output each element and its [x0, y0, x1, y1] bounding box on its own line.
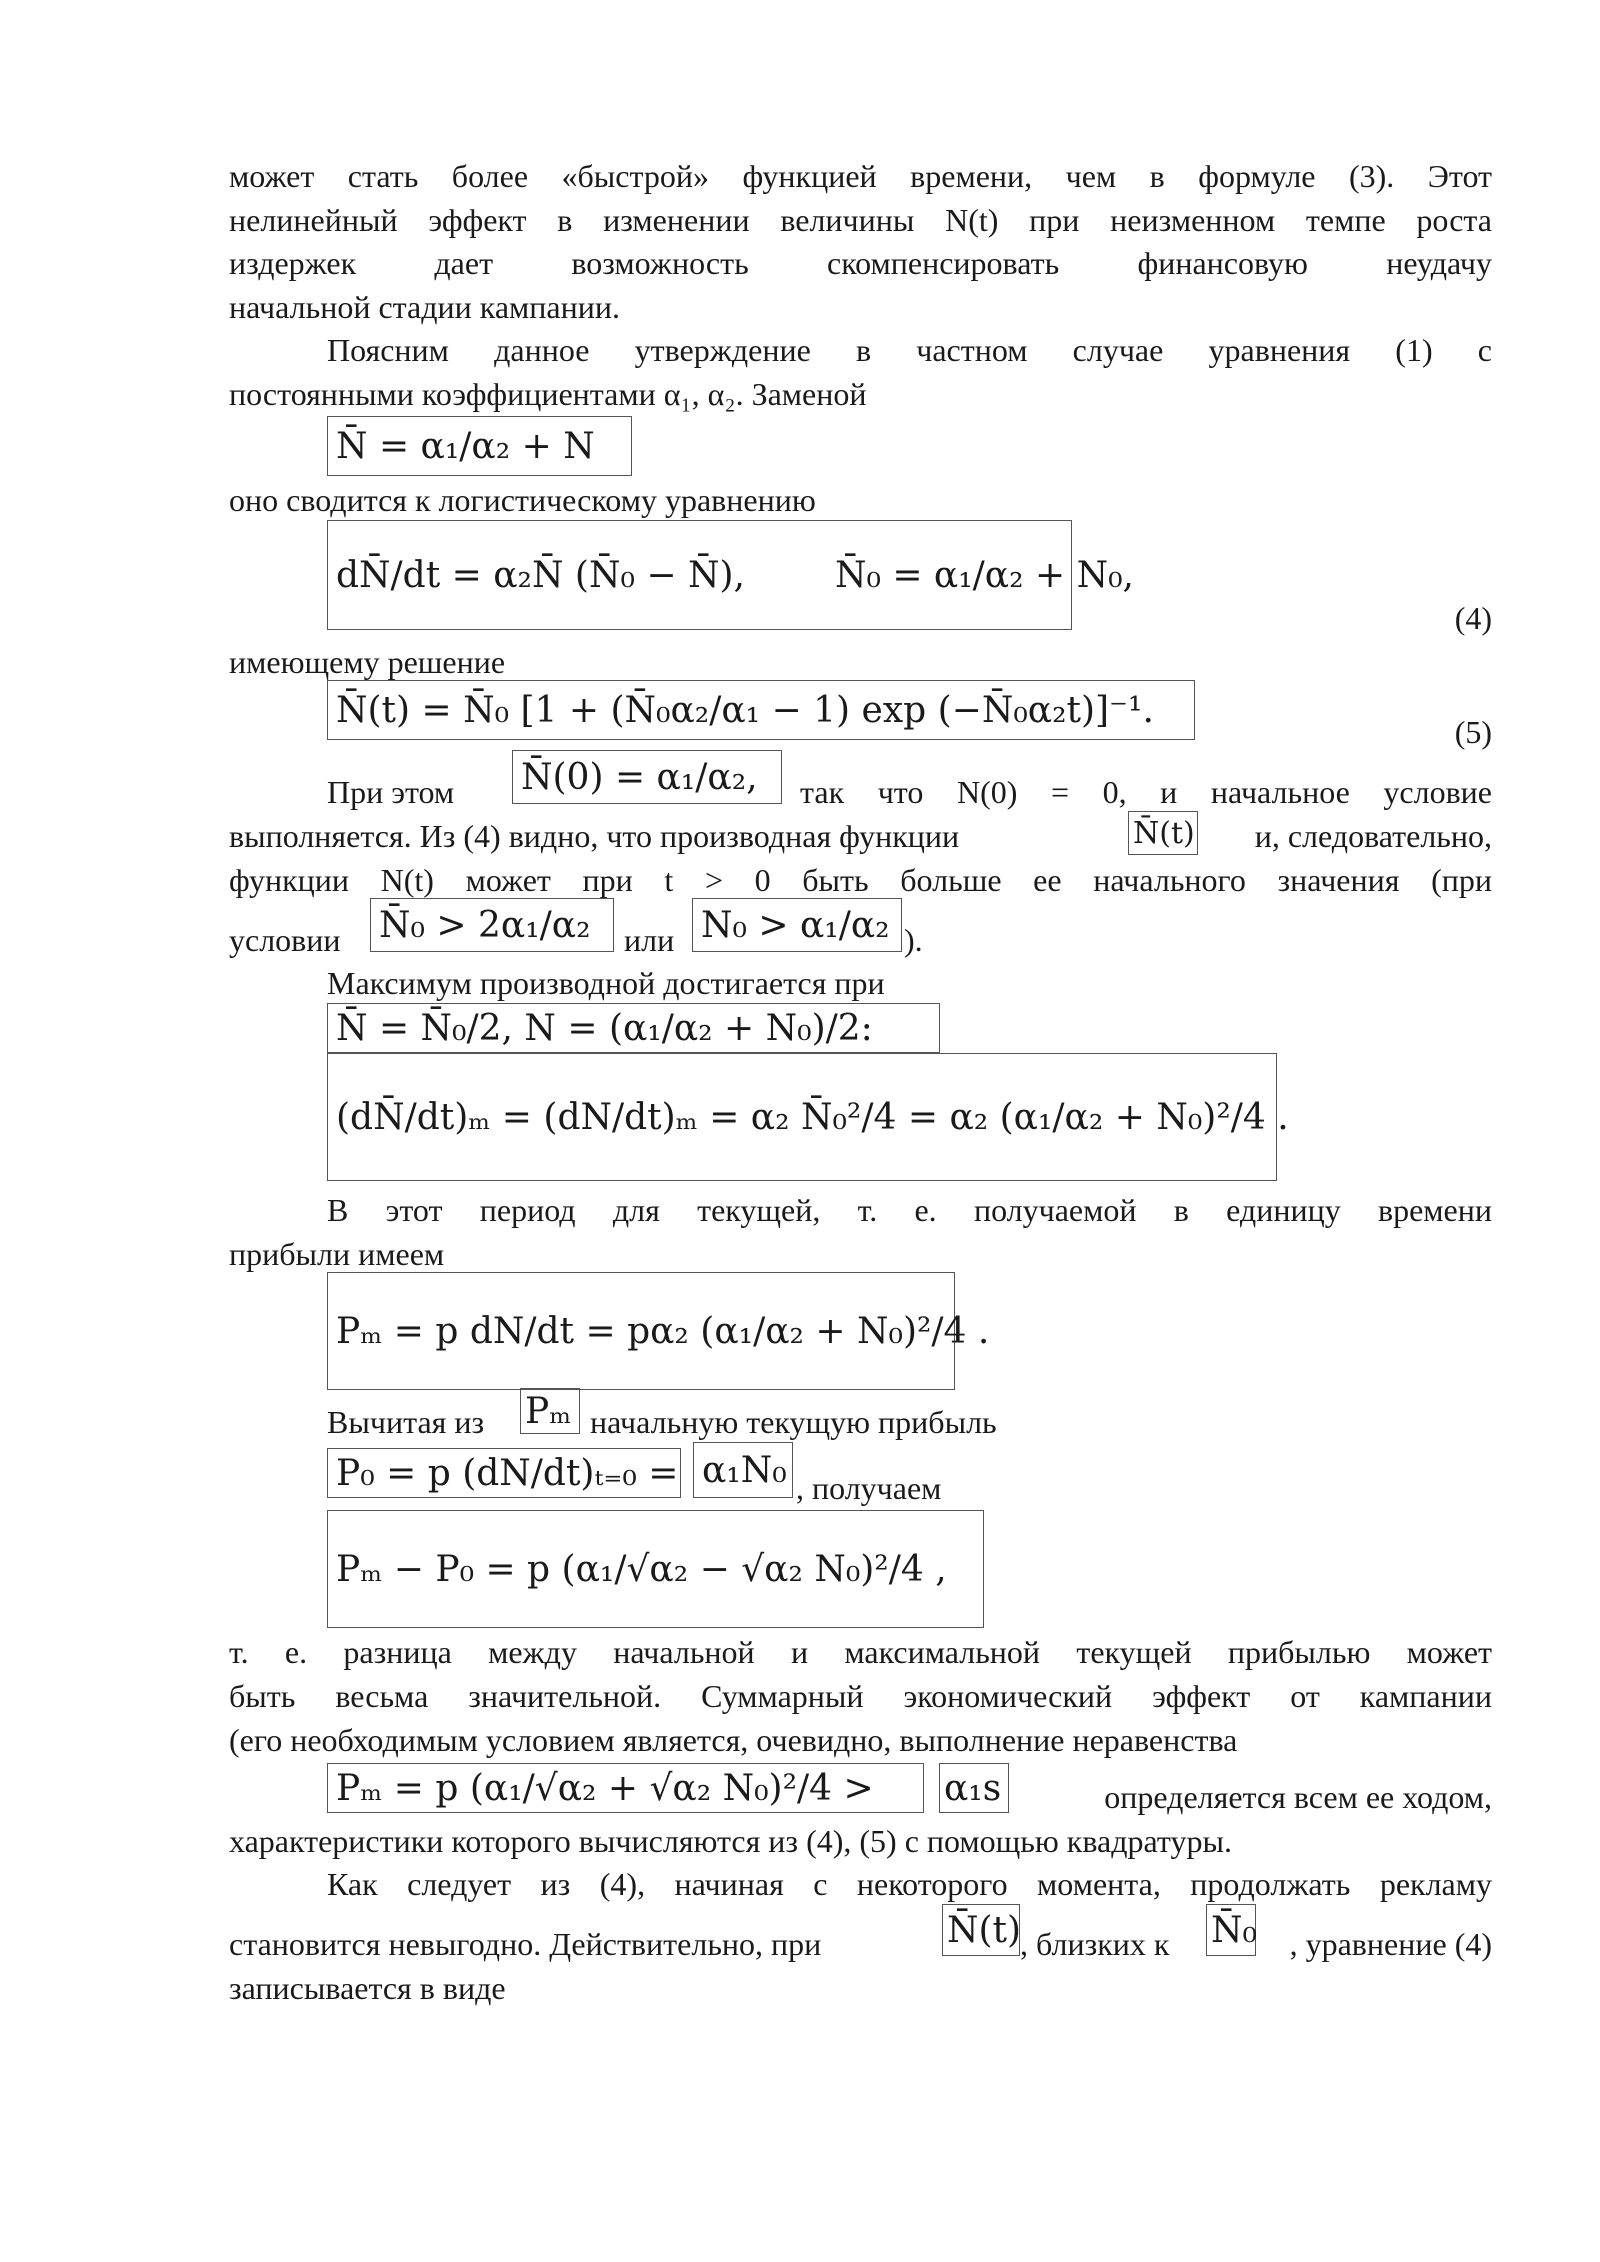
- text-line: имеющему решение: [229, 644, 506, 680]
- text-line: При этом: [327, 774, 455, 810]
- profit-difference-formula: Pₘ − P₀ = p (α₁/√α₂ − √α₂ N₀)²/4 ,: [327, 1510, 984, 1628]
- profit-formula: Pₘ = p dN/dt = pα₂ (α₁/α₂ + N₀)²/4 .: [327, 1272, 955, 1390]
- text-line: определяется всем ее ходом,: [1104, 1779, 1492, 1815]
- inline-math: N̄₀ > 2α₁/α₂: [370, 898, 614, 952]
- text-line: Как следует из (4), начиная с некоторого момента, продолжать рекламу: [327, 1866, 1492, 1902]
- text-line: выполняется. Из (4) видно, что производная функции: [229, 818, 960, 854]
- inline-math: N̄(t): [1128, 811, 1198, 855]
- logistic-solution: N̄(t) = N̄₀ [1 + (N̄₀α₂/α₁ − 1) exp (−N̄₀α₂t)]⁻¹.: [327, 680, 1195, 740]
- inline-math: α₁s: [939, 1763, 1009, 1813]
- text-line: функции N(t) может при t > 0 быть больше ее начального значения (при: [229, 862, 1492, 898]
- substitution-formula: N̄ = α₁/α₂ + N: [327, 416, 632, 476]
- text-line: начальную текущую прибыль: [590, 1404, 997, 1440]
- logistic-equation: [327, 520, 1134, 630]
- text-line: , близких к: [1020, 1926, 1170, 1962]
- equation-number: (5): [1454, 714, 1492, 750]
- text-line: начальной стадии кампании.: [229, 289, 620, 325]
- text-line: становится невыгодно. Действительно, при: [229, 1926, 822, 1962]
- text-line: , уравнение (4): [1289, 1926, 1492, 1962]
- logistic-equation-left: dN̄/dt = α₂N̄ (N̄₀ − N̄),: [336, 554, 745, 596]
- text-line: (его необходимым условием является, очевидно, выполнение неравенства: [229, 1722, 1238, 1758]
- inline-math: N₀ > α₁/α₂: [692, 898, 902, 952]
- inline-math: N̄(t): [942, 1904, 1020, 1956]
- inline-math: α₁N₀: [693, 1442, 793, 1498]
- inequality-formula: Pₘ = p (α₁/√α₂ + √α₂ N₀)²/4 >: [327, 1763, 924, 1813]
- text-line: В этот период для текущей, т. е. получаемой в единицу времени: [327, 1192, 1492, 1228]
- inline-math: N̄₀: [1206, 1904, 1256, 1956]
- text-line: издержек дает возможность скомпенсировать финансовую неудачу: [229, 245, 1492, 281]
- max-condition: N̄ = N̄₀/2, N = (α₁/α₂ + N₀)/2:: [327, 1003, 940, 1053]
- text-line: ).: [904, 922, 923, 958]
- equation-number: (4): [1454, 600, 1492, 636]
- text-line: быть весьма значительной. Суммарный экономический эффект от кампании: [229, 1678, 1492, 1714]
- initial-profit-formula: P₀ = p (dN/dt)ₜ₌₀ =: [327, 1448, 681, 1498]
- text-line: прибыли имеем: [229, 1236, 445, 1272]
- text-line: оно сводится к логистическому уравнению: [229, 482, 816, 518]
- text-line: характеристики которого вычисляются из (4), (5) с помощью квадратуры.: [229, 1823, 1232, 1859]
- text-line: т. е. разница между начальной и максимальной текущей прибылью может: [229, 1634, 1492, 1670]
- text-line: , получаем: [796, 1470, 942, 1506]
- text-line: или: [624, 922, 675, 958]
- text-line: может стать более «быстрой» функцией времени, чем в формуле (3). Этот: [229, 158, 1492, 194]
- text-line: условии: [229, 922, 341, 958]
- text-line: записывается в виде: [229, 1970, 506, 2006]
- text-line: и, следовательно,: [1254, 818, 1492, 854]
- text-line: постоянными коэффициентами α₁, α₂. Заменой: [229, 376, 867, 412]
- text-line: так что N(0) = 0, и начальное условие: [800, 774, 1492, 810]
- max-derivative-formula: (dN̄/dt)ₘ = (dN/dt)ₘ = α₂ N̄₀²/4 = α₂ (α₁/α₂ + N₀)²/4 .: [327, 1053, 1277, 1181]
- text-line: Максимум производной достигается при: [327, 965, 885, 1001]
- text-line: нелинейный эффект в изменении величины N(t) при неизменном темпе роста: [229, 202, 1492, 238]
- initial-condition: N̄(0) = α₁/α₂,: [512, 750, 782, 804]
- logistic-equation-right: N̄₀ = α₁/α₂ + N₀,: [834, 554, 1134, 596]
- text-line: Вычитая из: [327, 1404, 485, 1440]
- inline-math: Pₘ: [520, 1388, 580, 1434]
- text-line: Поясним данное утверждение в частном случае уравнения (1) с: [327, 332, 1492, 368]
